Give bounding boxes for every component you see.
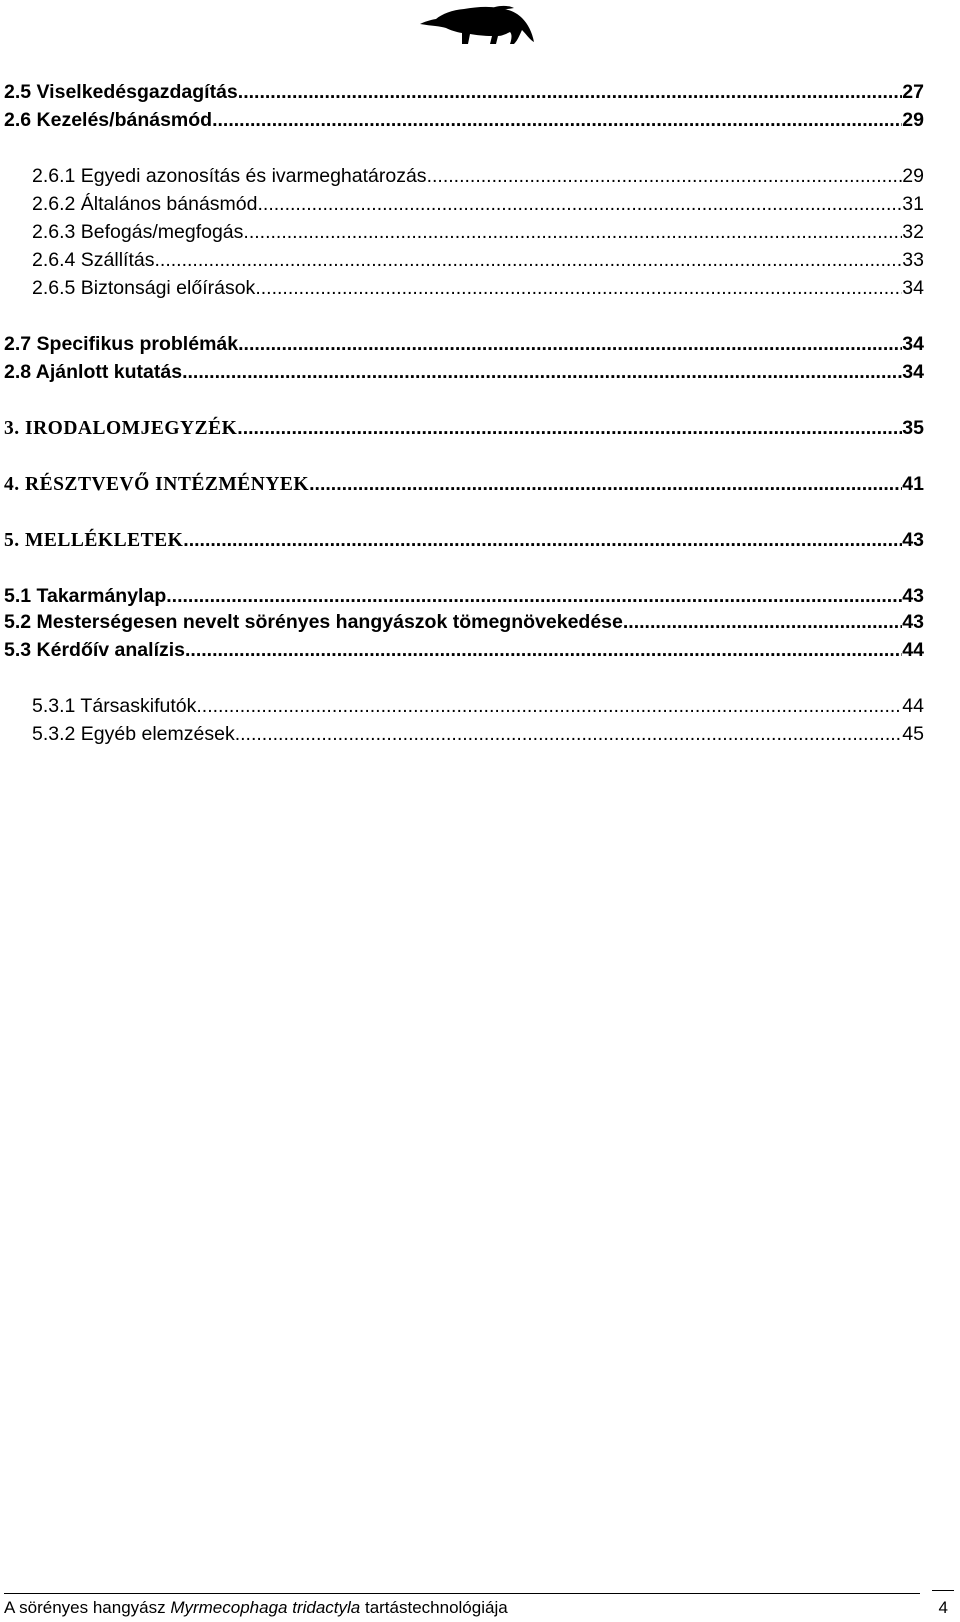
- toc-entry[interactable]: [0, 470, 960, 496]
- toc-leader-dots: [623, 611, 902, 634]
- toc-entry[interactable]: [0, 106, 960, 132]
- toc-entry[interactable]: [0, 162, 960, 188]
- toc-leader-dots: [182, 361, 902, 384]
- toc-leader-dots: [238, 333, 902, 356]
- toc-entry-label: 2.5 Viselkedésgazdagítás: [4, 81, 238, 103]
- toc-entry-label: 5.3.2 Egyéb elemzések: [32, 723, 235, 745]
- toc-leader-dots: [237, 417, 902, 440]
- toc-entry[interactable]: [0, 190, 960, 216]
- toc-leader-dots: [309, 473, 902, 496]
- toc-entry-label: 2.6.5 Biztonsági előírások: [32, 277, 256, 299]
- toc-entry[interactable]: [0, 636, 960, 662]
- footer-page-number: 4: [938, 1598, 948, 1617]
- toc-entry[interactable]: [0, 608, 960, 634]
- toc-entry[interactable]: [0, 330, 960, 356]
- toc-entry[interactable]: [0, 526, 960, 552]
- toc-leader-dots: [238, 81, 903, 104]
- toc-entry-label: 2.8 Ajánlott kutatás: [4, 361, 183, 383]
- toc-entry-page: 34: [902, 277, 924, 299]
- toc-entry[interactable]: [0, 218, 960, 244]
- toc-leader-dots: [258, 193, 903, 216]
- toc-entry-label: 5. MELLÉKLETEK: [4, 530, 184, 551]
- toc-entry-page: 29: [902, 165, 924, 187]
- toc-leader-dots: [235, 723, 903, 746]
- toc-entry-label: 5.3 Kérdőív analízis: [4, 639, 185, 661]
- toc-leader-dots: [166, 585, 902, 608]
- toc-entry-page: 34: [902, 333, 924, 355]
- toc-entry-page: 29: [902, 109, 924, 131]
- toc-entry-label: 2.6.3 Befogás/megfogás: [32, 221, 244, 243]
- toc-entry-page: 43: [902, 529, 924, 551]
- toc-entry-page: 44: [902, 695, 924, 717]
- toc-entry-page: 43: [902, 611, 924, 633]
- page-footer: [4, 1598, 956, 1622]
- toc-entry-page: 41: [902, 473, 924, 495]
- toc-leader-dots: [255, 277, 902, 300]
- toc-leader-dots: [154, 249, 902, 272]
- toc-entry[interactable]: [0, 246, 960, 272]
- toc-entry-page: 34: [902, 361, 924, 383]
- toc-leader-dots: [183, 529, 902, 552]
- toc-entry-page: 43: [902, 585, 924, 607]
- toc-entry-page: 35: [902, 417, 924, 439]
- toc-entry-page: 27: [902, 81, 924, 103]
- toc-entry-page: 32: [902, 221, 924, 243]
- toc-entry[interactable]: [0, 78, 960, 104]
- toc-leader-dots: [185, 639, 902, 662]
- toc-entry[interactable]: [0, 720, 960, 746]
- toc-entry-label: 5.2 Mesterségesen nevelt sörényes hangyászok tömegnövekedése: [4, 611, 623, 633]
- footer-species-name: Myrmecophaga tridactyla: [170, 1598, 361, 1617]
- toc-entry-label: 2.6.2 Általános bánásmód: [32, 193, 258, 215]
- toc-leader-dots: [243, 221, 902, 244]
- toc-entry-label: 3. IRODALOMJEGYZÉK: [4, 418, 238, 439]
- toc-entry-label: 2.6.1 Egyedi azonosítás és ivarmeghatározás: [32, 165, 427, 187]
- toc-entry-page: 45: [902, 723, 924, 745]
- toc-entry[interactable]: [0, 582, 960, 608]
- toc-entry-label: 2.7 Specifikus problémák: [4, 333, 239, 355]
- toc-entry-label: 2.6 Kezelés/bánásmód: [4, 109, 213, 131]
- toc-leader-dots: [212, 109, 902, 132]
- footer-title: A sörényes hangyász Myrmecophaga tridactyla tartástechnológiája: [4, 1598, 508, 1617]
- toc-entry-page: 31: [902, 193, 924, 215]
- toc-entry-label: 4. RÉSZTVEVŐ INTÉZMÉNYEK: [4, 474, 310, 495]
- toc-entry-label: 5.3.1 Társaskifutók: [32, 695, 197, 717]
- anteater-silhouette-icon: [418, 2, 538, 46]
- toc-entry-label: 2.6.4 Szállítás: [32, 249, 155, 271]
- toc-entry[interactable]: [0, 692, 960, 718]
- toc-entry-label: 5.1 Takarmánylap: [4, 585, 167, 607]
- toc-entry[interactable]: [0, 274, 960, 300]
- footer-rule: [4, 1593, 920, 1594]
- toc-entry-page: 44: [902, 639, 924, 661]
- toc-leader-dots: [427, 165, 903, 188]
- toc-leader-dots: [196, 695, 902, 718]
- toc-entry[interactable]: [0, 414, 960, 440]
- toc-entry[interactable]: [0, 358, 960, 384]
- toc-entry-page: 33: [902, 249, 924, 271]
- footer-page-mark: [932, 1590, 954, 1591]
